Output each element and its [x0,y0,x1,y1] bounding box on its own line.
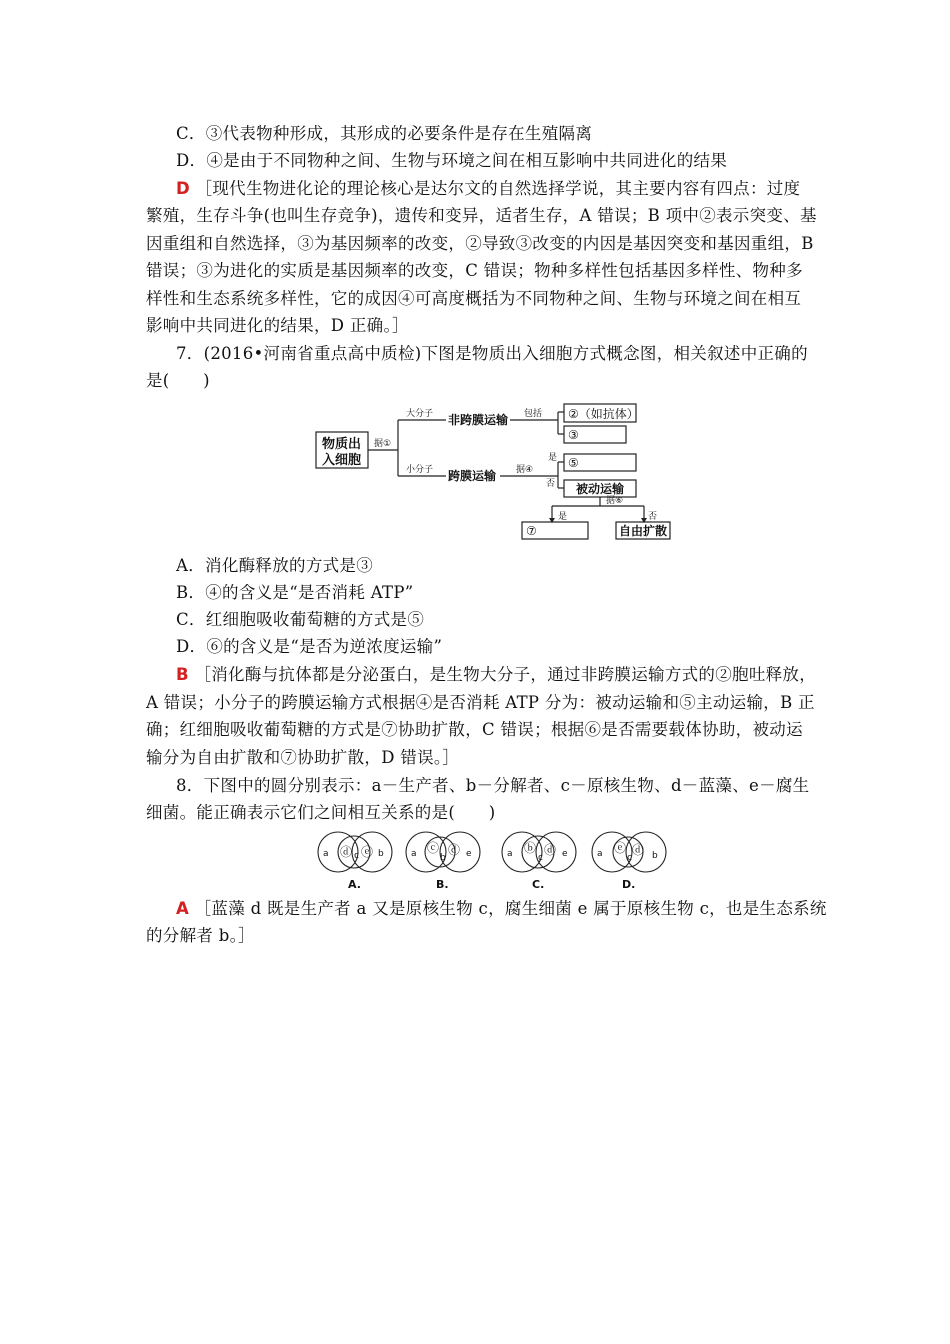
diagram-root-text: 物质出 [322,437,362,452]
diagram-nontrans: 非跨膜运输 [448,413,509,427]
diagram-box7-text: ⑦ [526,524,537,538]
q7-option-c: C．红细胞吸收葡萄糖的方式是⑤ [176,610,425,629]
diagram-by6: 据⑥ [606,496,624,506]
venn-b-d: ⓓ [448,843,461,857]
q7-option-b: B．④的含义是“是否消耗 ATP” [176,583,414,602]
venn-a-b: b [378,849,384,859]
diagram-small-molecule: 小分子 [406,465,434,475]
diagram-include: 包括 [524,409,543,419]
q6-explanation-line [176,176,841,202]
q7-explanation-line: A 错误；小分子的跨膜运输方式根据④是否消耗 ATP 分为：被动运输和⑤主动运输，B 正 [146,693,815,712]
q7-explanation-line: 输分为自由扩散和⑦协助扩散，D 错误。］ [146,748,460,767]
q6-explanation-line: 因重组和自然选择，③为基因频率的改变，②导致③改变的内因是基因突变和基因重组，B [146,234,814,253]
q6-option-c: C．③代表物种形成，其形成的必要条件是存在生殖隔离 [176,124,593,143]
diagram-yes: 是 [548,453,558,463]
venn-b-b: b [440,853,446,863]
q6-explanation-line: 繁殖，生存斗争(也叫生存竞争)，遗传和变异，适者生存，A 错误；B 项中②表示突变、基 [146,206,817,225]
q8-explanation-line [176,896,841,922]
venn-c-e: e [562,849,568,859]
q6-answer: D [176,179,190,198]
q6-option-d: D．④是由于不同物种之间、生物与环境之间在相互影响中共同进化的结果 [176,151,728,170]
q7-option-d: D．⑥的含义是“是否为逆浓度运输” [176,637,443,656]
diagram-free-text: 自由扩散 [619,524,668,538]
venn-a-d: ⓓ [340,845,353,859]
diagram-box3-text: ③ [568,428,579,442]
venn-d-c: c [627,853,632,863]
diagram-root-text: 入细胞 [322,453,362,468]
diagram-no2: 否 [648,512,658,522]
venn-c-a: a [507,849,513,859]
q7-stem: 是( ) [146,371,210,390]
venn-d-e: ⓔ [614,841,627,855]
venn-b-label: B. [436,878,449,891]
diagram-by1: 据① [374,439,392,449]
q6-explanation-line: 影响中共同进化的结果，D 正确。］ [146,316,409,335]
q7-explanation-line: 确；红细胞吸收葡萄糖的方式是⑦协助扩散，C 错误；根据⑥是否需要载体协助，被动运 [146,720,803,739]
q8-stem: 8．下图中的圆分别表示：a－生产者、b－分解者、c－原核生物、d－蓝藻、e－腐生 [176,776,810,795]
q7-concept-diagram [310,398,680,546]
venn-b-c: ⓒ [427,841,440,855]
q7-answer: B [176,665,189,684]
q6-explanation-text: ［现代生物进化论的理论核心是达尔文的自然选择学说，其主要内容有四点：过度 [195,179,801,198]
venn-b-a: a [411,849,417,859]
venn-a-a: a [323,849,329,859]
diagram-big-molecule: 大分子 [406,409,434,419]
q7-explanation-line [176,662,841,688]
diagram-trans: 跨膜运输 [448,469,497,483]
q7-option-a: A．消化酶释放的方式是③ [176,556,374,575]
venn-a-label: A. [348,878,361,891]
q6-explanation-line: 样性和生态系统多样性，它的成因④可高度概括为不同物种之间、生物与环境之间在相互 [146,289,802,308]
q8-explanation-line: 的分解者 b。］ [146,926,255,945]
diagram-no: 否 [546,479,556,489]
q7-stem: 7．(2016•河南省重点高中质检)下图是物质出入细胞方式概念图，相关叙述中正确的 [176,344,808,363]
q8-venn-figures [310,830,680,892]
diagram-by4: 据④ [516,465,534,475]
venn-b-e: e [466,849,472,859]
q8-stem: 细菌。能正确表示它们之间相互关系的是( ) [146,803,496,822]
q7-explanation-text: ［消化酶与抗体都是分泌蛋白，是生物大分子，通过非跨膜运输方式的②胞吐释放， [194,665,817,684]
diagram-box5-text: ⑤ [568,456,579,470]
venn-c-b: ⓑ [524,841,537,855]
venn-a-c: c [354,851,359,861]
venn-d-d: ⓓ [632,843,645,857]
venn-c-label: C. [532,878,545,891]
diagram-box2-text: ②（如抗体） [568,407,639,421]
venn-a-e: ⓔ [361,845,374,859]
diagram-yes2: 是 [558,512,568,522]
q8-answer: A [176,899,190,918]
venn-c-c: c [538,853,543,863]
venn-d-b: b [652,851,658,861]
venn-c-d: ⓓ [544,843,557,857]
q6-explanation-line: 错误；③为进化的实质是基因频率的改变，C 错误；物种多样性包括基因多样性、物种多 [146,261,803,280]
q8-explanation-text: ［蓝藻 d 既是生产者 a 又是原核生物 c，腐生细菌 e 属于原核生物 c，也是生态系统 [194,899,827,918]
diagram-passive-text: 被动运输 [576,482,625,496]
venn-d-label: D. [622,878,636,891]
venn-d-a: a [597,849,603,859]
